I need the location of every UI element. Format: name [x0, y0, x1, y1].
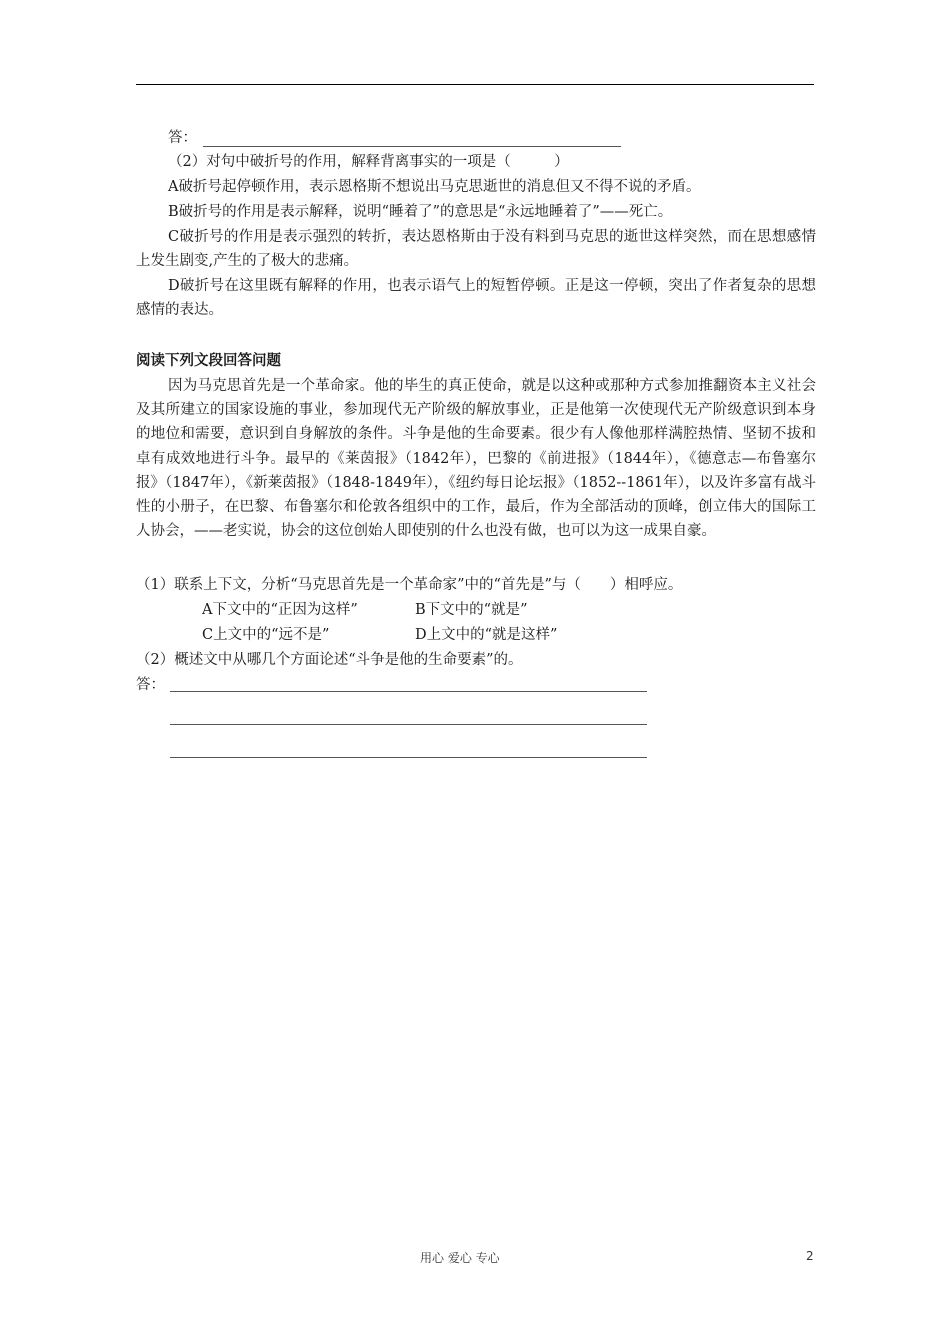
choice-a: A下文中的“正因为这样” — [202, 602, 358, 618]
page-number: 2 — [806, 1249, 814, 1263]
answer-label-2: 答： — [136, 677, 165, 693]
header-rule — [136, 84, 814, 85]
answer-blank-2a[interactable] — [170, 691, 647, 692]
option-c: C破折号的作用是表示强烈的转折，表达恩格斯由于没有料到马克思的逝世这样突然，而在思想感情上发生剧变,产生的了极大的悲痛。 — [136, 229, 816, 270]
option-b: B破折号的作用是表示解释，说明“睡着了”的意思是“永远地睡着了”——死亡。 — [168, 204, 673, 220]
choice-b: B下文中的“就是” — [415, 602, 528, 618]
choice-d: D上文中的“就是这样” — [415, 627, 558, 643]
sub-question-1: （1）联系上下文，分析“马克思首先是一个革命家”中的“首先是”与（ ）相呼应。 — [136, 577, 683, 593]
answer-label-1: 答： — [168, 130, 197, 146]
question-2-dash-function: （2）对句中破折号的作用，解释背离事实的一项是（ ） — [168, 154, 569, 170]
answer-blank-2c[interactable] — [170, 757, 647, 758]
sub-question-2: （2）概述文中从哪几个方面论述“斗争是他的生命要素”的。 — [136, 652, 523, 668]
option-d: D破折号在这里既有解释的作用，也表示语气上的短暂停顿。正是这一停顿，突出了作者复杂的思想感情的表达。 — [136, 278, 816, 319]
reading-passage: 因为马克思首先是一个革命家。他的毕生的真正使命，就是以这种或那种方式参加推翻资本主义社会及其所建立的国家设施的事业，参加现代无产阶级的解放事业，正是他第一次使现代无产阶级意识到本身的地位和需要，意识到自身解放的条件。斗争是他的生命要素。很少有人像他那样满腔热情、坚韧不拔和卓有成效地进行斗争。最早的《莱茵报》（1842年），巴黎的《前进报》（1844年），《德意志—布鲁塞尔报》（1847年），《新莱茵报》（1848-1849年），《纽约每日论坛报》（1852--1861年），以及许多富有战斗性的小册子，在巴黎、布鲁塞尔和伦敦各组织中的工作，最后，作为全部活动的顶峰，创立伟大的国际工人协会，——老实说，协会的这位创始人即使别的什么也没有做，也可以为这一成果自豪。 — [136, 378, 816, 540]
answer-blank-1[interactable] — [203, 146, 621, 147]
option-a: A破折号起停顿作用，表示恩格斯不想说出马克思逝世的消息但又不得不说的矛盾。 — [168, 179, 701, 195]
answer-blank-2b[interactable] — [170, 724, 647, 725]
footer-text: 用心 爱心 专心 — [420, 1251, 500, 1265]
section-heading: 阅读下列文段回答问题 — [136, 353, 281, 369]
choice-c: C上文中的“远不是” — [202, 627, 330, 643]
